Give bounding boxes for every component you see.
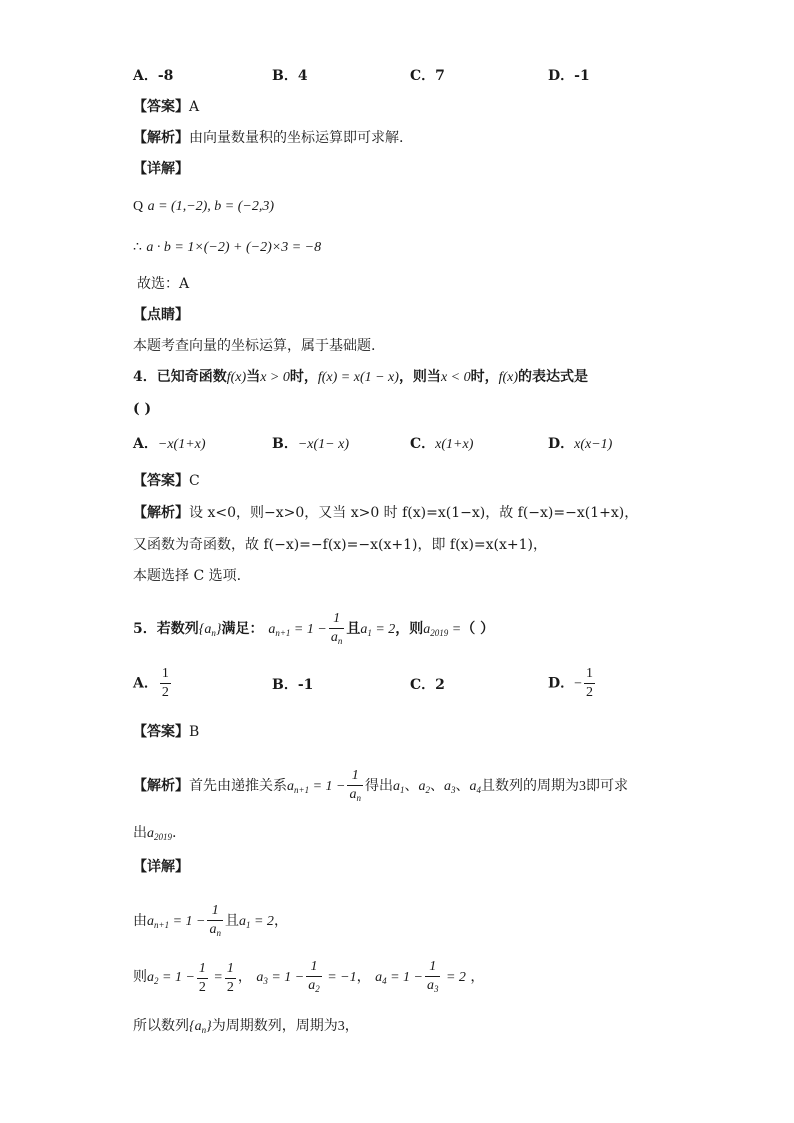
seq-sub: n bbox=[201, 1025, 207, 1035]
stem-text: 的表达式是 bbox=[518, 369, 589, 385]
option-letter: C． bbox=[410, 436, 436, 452]
option-value: -8 bbox=[157, 68, 174, 84]
q5-stem bbox=[133, 610, 494, 650]
option-value: 4 bbox=[297, 68, 308, 84]
option-value: 2 bbox=[435, 677, 445, 693]
term-a1: $a_1$ bbox=[392, 779, 405, 796]
option-letter: A． bbox=[133, 68, 158, 84]
answer-value: B bbox=[189, 724, 200, 740]
q5-detail-heading bbox=[133, 857, 189, 877]
target-term: $a_{2019}$ bbox=[147, 826, 172, 842]
calc-sub: 3 bbox=[263, 976, 268, 987]
option-value: -1 bbox=[297, 677, 314, 693]
initial-value bbox=[239, 914, 274, 929]
rec-fraction bbox=[207, 902, 223, 942]
q3-answer bbox=[133, 97, 199, 117]
stem-paren: （ ） bbox=[461, 621, 495, 638]
rec-den: a bbox=[330, 630, 338, 645]
q3-step2 bbox=[133, 237, 321, 258]
q4-option-b bbox=[272, 434, 349, 455]
q3-comment: 本题考查向量的坐标运算，属于基础题. bbox=[133, 338, 376, 354]
option-fraction bbox=[160, 665, 171, 702]
q5-period-line bbox=[133, 1016, 359, 1040]
init-a: a bbox=[360, 622, 368, 638]
seq-close: } bbox=[215, 622, 222, 638]
stem-text: ，则 bbox=[395, 621, 424, 638]
period-value: 3 bbox=[578, 779, 586, 795]
init-val: = 2 bbox=[371, 622, 396, 638]
calc-res-den: 2 bbox=[226, 979, 234, 995]
q3-option-c bbox=[410, 66, 445, 86]
calc-result-fraction bbox=[225, 960, 236, 997]
sequence-symbol bbox=[199, 622, 222, 637]
detail-tag: 【详解】 bbox=[133, 859, 189, 875]
analysis-text: 且数列的周期为 bbox=[480, 778, 579, 795]
q4-stem bbox=[133, 367, 588, 388]
rec-den-sub: n bbox=[337, 636, 343, 646]
target-sub: 2019 bbox=[154, 832, 172, 842]
option-letter: D． bbox=[548, 436, 575, 452]
term-sub: 3 bbox=[450, 785, 456, 796]
q3-option-d bbox=[548, 66, 590, 86]
q5-option-c bbox=[410, 675, 445, 695]
q3-analysis bbox=[133, 128, 403, 148]
option-value: x(1+x) bbox=[435, 437, 474, 452]
initial-value bbox=[360, 622, 395, 637]
sequence-symbol bbox=[189, 1019, 212, 1034]
question-number: 5． bbox=[133, 621, 157, 638]
term-a2: $a_2$ bbox=[418, 779, 430, 796]
calc-fraction: $\frac{1}{a_2}$ bbox=[308, 959, 320, 994]
detail-text: 所以数列 bbox=[133, 1018, 189, 1034]
rec-den: a bbox=[209, 922, 217, 937]
q3-option-a bbox=[133, 66, 173, 86]
calc-a4: $a_4 = 1$ − $\frac{1}{a_3}$ = 2 bbox=[375, 970, 466, 985]
q4-analysis-line2: 又函数为奇函数，故 f(−x)=−f(x)=−x(x+1)，即 f(x)=x(x+1)， bbox=[133, 537, 547, 553]
rec-lhs: a bbox=[268, 622, 276, 638]
rec-den: a bbox=[349, 787, 357, 802]
q5-option-b bbox=[272, 675, 313, 695]
rec-num: 1 bbox=[207, 902, 223, 921]
stem-text: 若数列 bbox=[156, 621, 199, 638]
term-sub: 1 bbox=[399, 785, 405, 796]
calc-result: = −1 bbox=[323, 970, 357, 986]
init-sub: 1 bbox=[245, 920, 251, 931]
init-a: a bbox=[238, 914, 246, 930]
rec-den-sub: n bbox=[216, 928, 221, 938]
calc-sub: 4 bbox=[382, 976, 387, 987]
stem-text: 当 bbox=[246, 369, 261, 385]
analysis-text: 出 bbox=[133, 825, 147, 841]
stem-math: f(x) bbox=[226, 370, 247, 385]
analysis-text: 设 x<0，则−x>0，又当 x>0 时 f(x)=x(1−x)，故 f(−x)=−x(1+x)， bbox=[189, 505, 639, 521]
option-value: −x(1− x) bbox=[297, 437, 349, 452]
rec-lhs: a bbox=[287, 779, 294, 795]
option-fraction bbox=[584, 665, 595, 702]
frac-num: 1 bbox=[584, 665, 595, 684]
calc-den-sub: 2 bbox=[315, 984, 320, 994]
rec-lhs-sub: n+1 bbox=[294, 785, 310, 796]
rec-mid: = 1 − bbox=[309, 779, 346, 795]
rec-lhs-sub: n+1 bbox=[154, 920, 170, 931]
init-sub: 1 bbox=[367, 628, 372, 639]
rec-num: 1 bbox=[329, 610, 345, 629]
detail-tag: 【详解】 bbox=[133, 161, 189, 177]
q5-analysis-cont bbox=[133, 823, 176, 847]
stem-math: f(x) bbox=[498, 370, 519, 385]
analysis-text: 得出 bbox=[364, 778, 393, 795]
stem-text: 时， bbox=[470, 369, 499, 385]
option-value: -1 bbox=[574, 68, 590, 84]
option-value: −x(1+x) bbox=[157, 437, 206, 452]
answer-tag: 【答案】 bbox=[133, 99, 189, 115]
answer-value: A bbox=[189, 99, 200, 115]
analysis-tag: 【解析】 bbox=[133, 505, 189, 521]
seq-open: {a bbox=[189, 1019, 202, 1034]
q5-option-d bbox=[548, 665, 597, 702]
rec-lhs-sub: n+1 bbox=[275, 628, 291, 639]
question-number: 4． bbox=[133, 369, 157, 385]
comment-tag: 【点睛】 bbox=[133, 307, 189, 323]
detail-text: 且 bbox=[224, 913, 239, 930]
calc-fraction: $\frac{1}{a_3}$ bbox=[426, 959, 439, 994]
stem-text: 满足： bbox=[221, 621, 264, 638]
term-sub: 2 bbox=[425, 785, 430, 796]
target-eq: = bbox=[448, 622, 462, 638]
rec-lhs: a bbox=[147, 914, 154, 930]
q3-comment-heading bbox=[133, 305, 189, 325]
stem-text: ，则当 bbox=[398, 369, 441, 385]
rec-den-sub: n bbox=[356, 793, 361, 803]
analysis-tag: 【解析】 bbox=[133, 130, 189, 146]
q3-conclusion: 故选：A bbox=[137, 276, 190, 292]
q3-step1 bbox=[133, 196, 274, 217]
option-letter: D． bbox=[548, 68, 575, 84]
because-symbol: Q bbox=[133, 199, 144, 214]
option-letter: B． bbox=[272, 677, 298, 693]
detail-recurrence bbox=[147, 903, 225, 938]
q5-answer bbox=[133, 722, 199, 742]
q4-option-d bbox=[548, 434, 612, 455]
q5-analysis: 【解析】首先由递推关系$a_{n+1} = 1$ − $\frac{1}{a_n}$ 得出$a_1$、$a_2$、$a_3$、$a_4$且数列的周期为3即可求 bbox=[133, 767, 628, 807]
answer-value: C bbox=[189, 473, 200, 489]
analysis-tag: 【解析】 bbox=[133, 778, 189, 795]
q3-detail-heading bbox=[133, 159, 189, 179]
analysis-text: 首先由递推关系 bbox=[189, 778, 287, 795]
frac-num: 1 bbox=[160, 665, 171, 684]
rec-mid: = 1 − bbox=[169, 914, 206, 930]
calc-sub: 2 bbox=[154, 976, 159, 987]
analysis-recurrence bbox=[287, 768, 365, 803]
calc-a3: $a_3 = 1$ − $\frac{1}{a_2}$ = −1 bbox=[256, 970, 356, 985]
stem-math: f(x) = x(1 − x) bbox=[317, 370, 399, 385]
q4-answer bbox=[133, 471, 200, 491]
dot-product-result: a · b = 1×(−2) + (−2)×3 = −8 bbox=[146, 240, 322, 255]
detail-text: ， bbox=[273, 913, 288, 930]
vector-definition: a = (1,−2), b = (−2,3) bbox=[147, 199, 275, 214]
analysis-text: 即可求 bbox=[585, 778, 628, 795]
seq-close: } bbox=[206, 1019, 212, 1034]
calc-den: 2 bbox=[198, 979, 206, 995]
target-sub: 2019 bbox=[430, 628, 449, 639]
q4-analysis-line1 bbox=[133, 503, 638, 523]
option-sign: − bbox=[574, 676, 583, 692]
q4-analysis-line3: 本题选择 C 选项. bbox=[133, 568, 242, 584]
option-letter: A． bbox=[133, 675, 158, 692]
answer-tag: 【答案】 bbox=[133, 473, 189, 489]
option-value: 7 bbox=[435, 68, 445, 84]
detail-text: 为周期数列，周期为 bbox=[211, 1018, 338, 1034]
calc-result: = 2 bbox=[442, 970, 466, 986]
q5-detail-calc: 则$a_2 = 1$ − $\frac{1}{2}$ = $\frac{1}{2}$ ， $a_3 = 1$ − $\frac{1}{a_2}$ = −1， $a_4 = 1$ − $\frac{1}{a_3}$ = 2 ， bbox=[133, 958, 484, 998]
analysis-end: . bbox=[172, 825, 177, 841]
q3-option-b bbox=[272, 66, 308, 86]
detail-text: ， bbox=[344, 1018, 359, 1034]
q4-option-c bbox=[410, 434, 473, 455]
answer-tag: 【答案】 bbox=[133, 724, 189, 740]
option-letter: C． bbox=[410, 677, 436, 693]
option-letter: C． bbox=[410, 68, 436, 84]
option-letter: A． bbox=[133, 436, 158, 452]
term-a3: $a_3$ bbox=[443, 779, 456, 796]
option-letter: D． bbox=[548, 675, 575, 692]
detail-text: 则 bbox=[133, 969, 147, 986]
q4-option-a bbox=[133, 434, 206, 455]
q5-option-a bbox=[133, 665, 173, 702]
period-value: 3 bbox=[337, 1019, 345, 1034]
stem-math: x > 0 bbox=[260, 370, 290, 385]
rec-num: 1 bbox=[347, 767, 363, 786]
option-value: x(x−1) bbox=[574, 437, 613, 452]
recurrence-formula bbox=[268, 611, 346, 646]
frac-den: 2 bbox=[161, 685, 169, 700]
stem-text: 且 bbox=[346, 621, 361, 638]
rec-fraction bbox=[329, 610, 345, 650]
analysis-text: 由向量数量积的坐标运算即可求解. bbox=[189, 130, 404, 146]
stem-text: 已知奇函数 bbox=[156, 369, 227, 385]
term-a4: $a_4$ bbox=[469, 779, 481, 796]
init-val: = 2 bbox=[250, 914, 274, 930]
stem-math: x < 0 bbox=[440, 370, 471, 385]
q4-stem-paren: ( ) bbox=[133, 401, 152, 417]
therefore-symbol: ∴ bbox=[133, 240, 142, 255]
term-sub: 4 bbox=[476, 785, 481, 796]
rec-fraction bbox=[347, 767, 363, 807]
seq-open: {a bbox=[198, 622, 212, 638]
q5-detail-given bbox=[133, 902, 288, 942]
target-a: a bbox=[423, 622, 431, 638]
option-letter: B． bbox=[272, 436, 298, 452]
calc-res-num: 1 bbox=[225, 960, 236, 979]
calc-fraction: $\frac{1}{2}$ bbox=[198, 960, 206, 995]
rec-mid: = 1 − bbox=[290, 622, 327, 638]
frac-den: 2 bbox=[586, 685, 594, 700]
stem-text: 时， bbox=[289, 369, 318, 385]
calc-den-sub: 3 bbox=[433, 984, 439, 994]
calc-a2: $a_2 = 1$ − $\frac{1}{2}$ = $\frac{1}{2}$ bbox=[147, 960, 234, 995]
detail-text: 由 bbox=[133, 913, 147, 930]
target-term bbox=[423, 622, 461, 637]
seq-sub: n bbox=[211, 628, 216, 639]
option-letter: B． bbox=[272, 68, 298, 84]
